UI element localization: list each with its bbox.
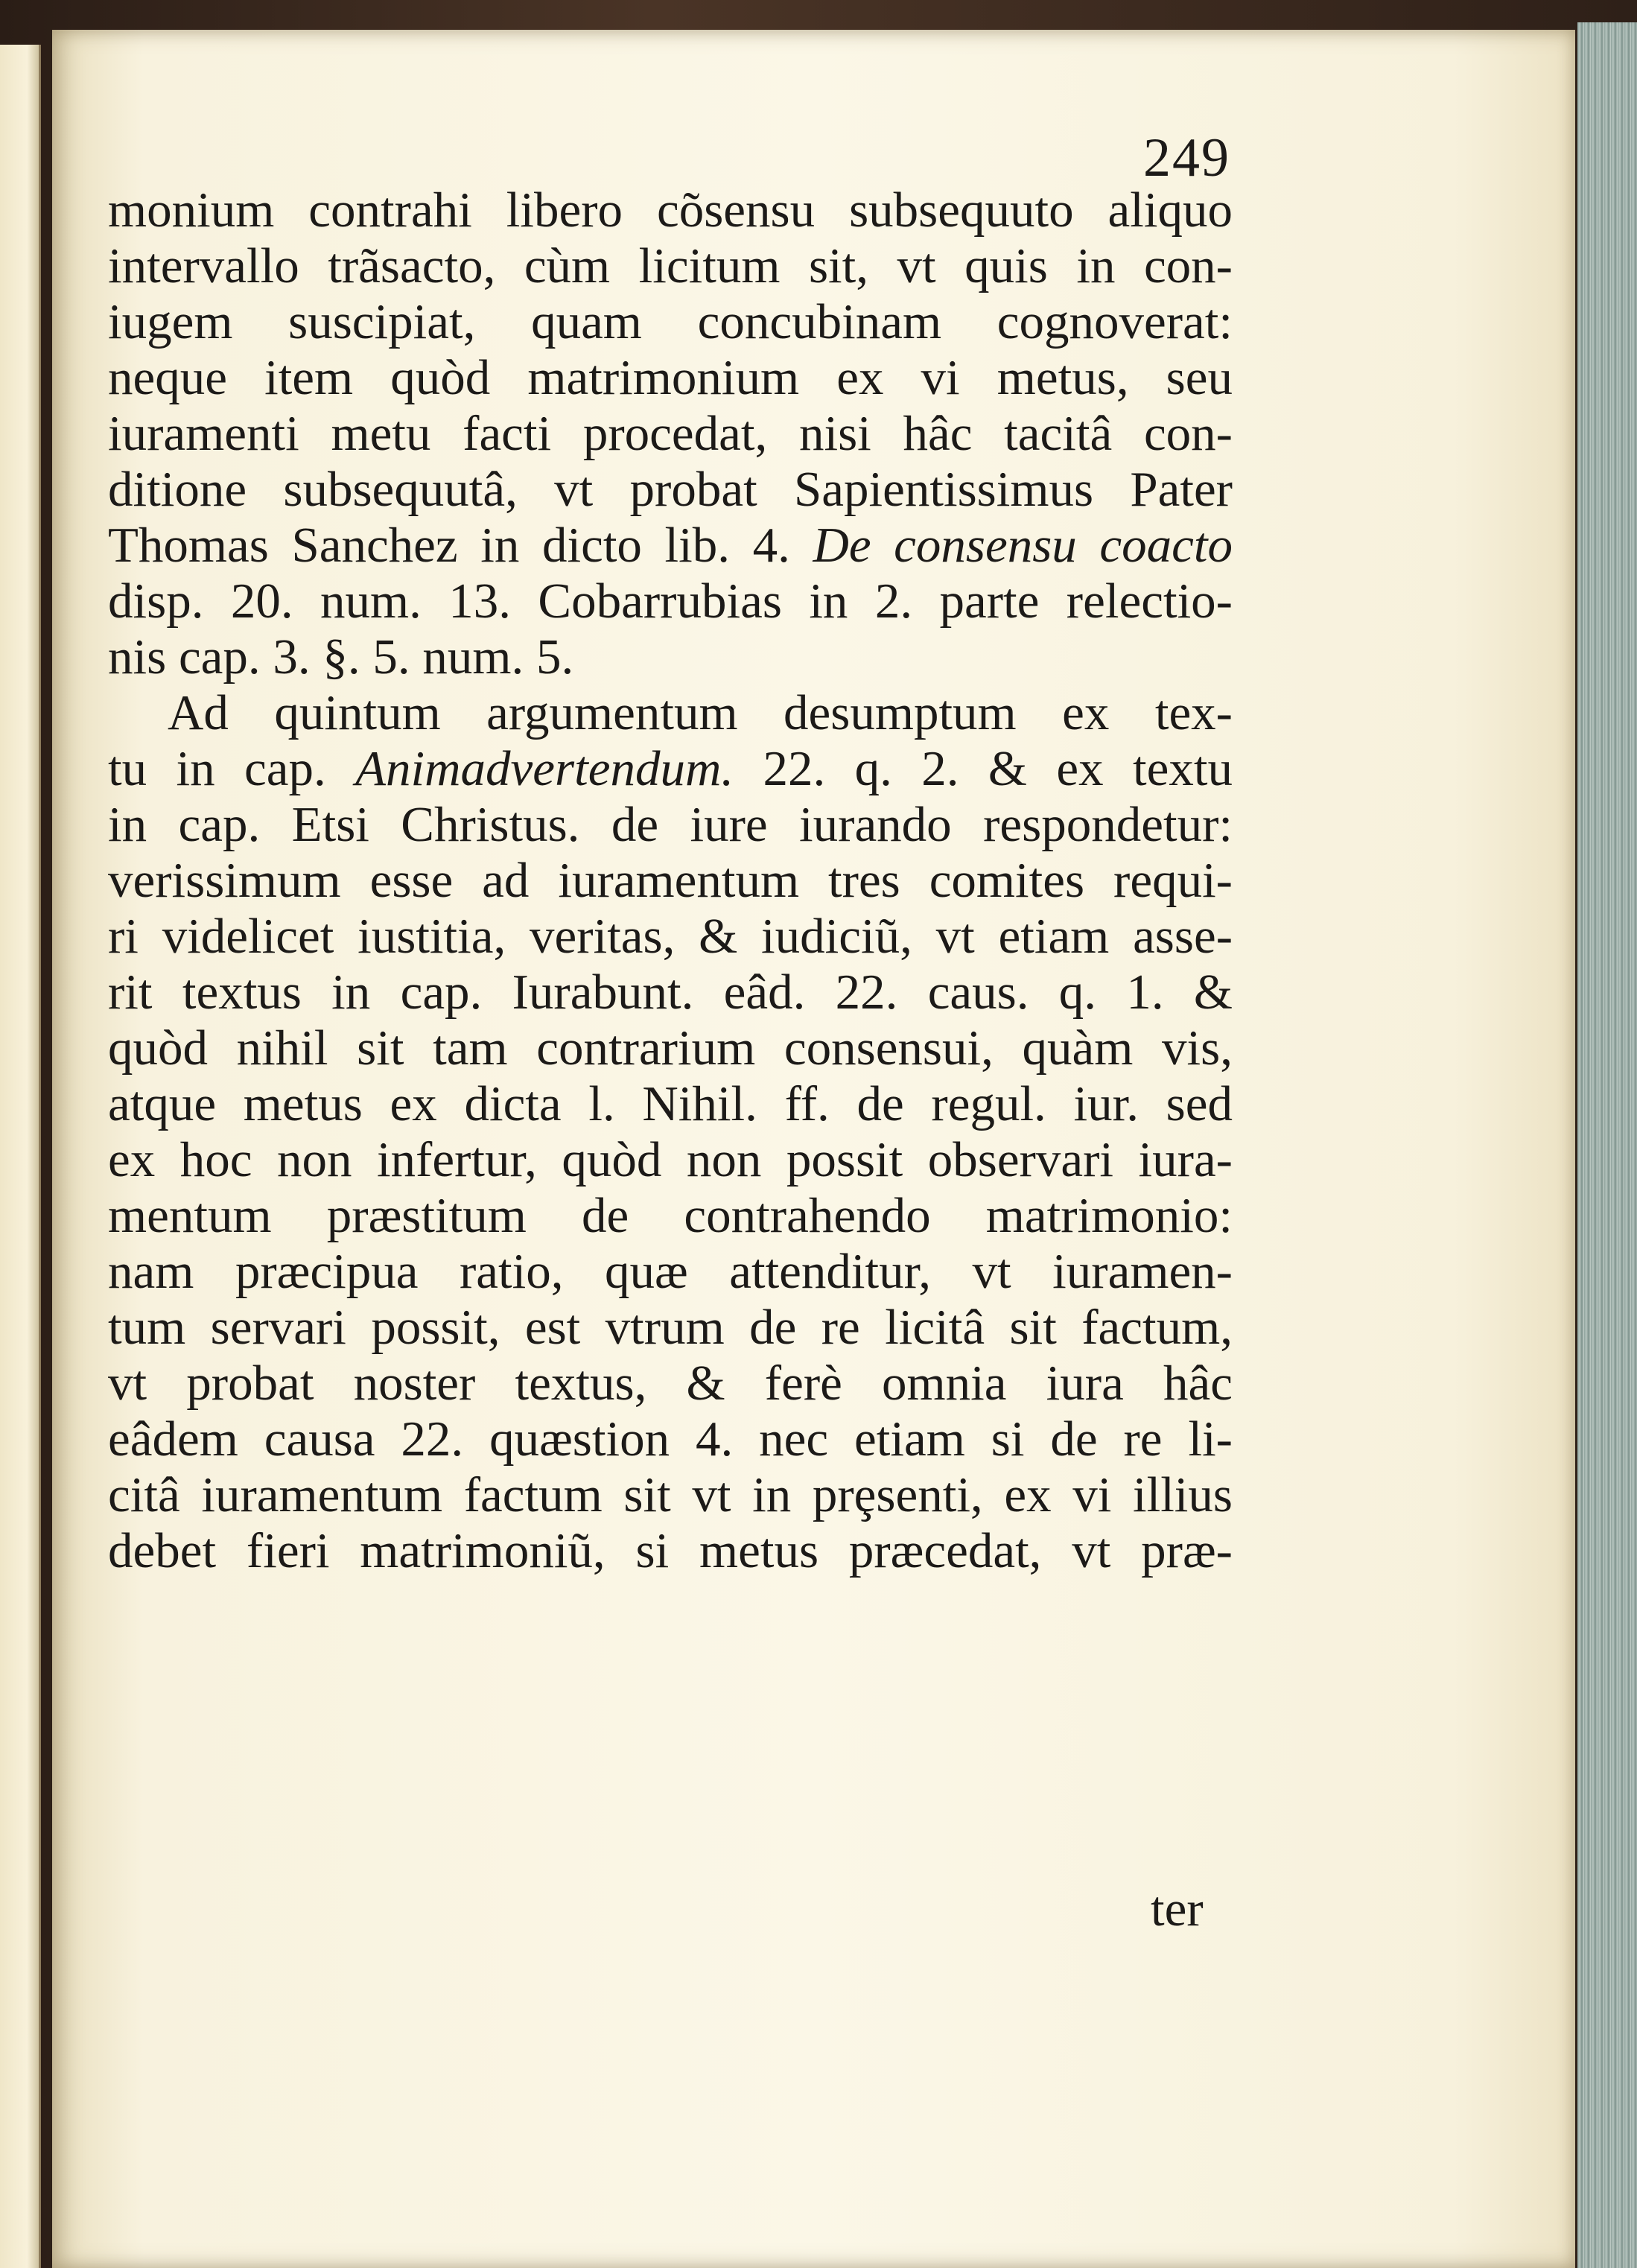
text-line: nis cap. 3. §. 5. num. 5. [108,629,574,684]
text-line: tu in cap. Animadvertendum. 22. q. 2. & ex textu [108,741,1233,796]
text-line: debet fieri matrimoniũ, si metus præcedat, vt præ- [108,1523,1233,1578]
italic-citation: De consensu coacto [813,518,1233,573]
text-line: ex hoc non infertur, quòd non possit observari iura- [108,1132,1233,1187]
text-line: ditione subsequutâ, vt probat Sapientissimus Pater [108,462,1233,517]
text-line: iugem suscipiat, quam concubinam cognoverat: [108,294,1233,349]
text-line: verissimum esse ad iuramentum tres comites requi- [108,853,1233,908]
text-line: nam præcipua ratio, quæ attenditur, vt iuramen- [108,1244,1233,1299]
paragraph-first-line: Ad quintum argumentum desumptum ex tex- [168,685,1233,740]
text-line: disp. 20. num. 13. Cobarrubias in 2. parte relectio- [108,574,1233,629]
catchword: ter [1151,1881,1204,1937]
text-line: neque item quòd matrimonium ex vi metus, seu [108,350,1233,405]
page-number: 249 [1143,127,1230,188]
text-line: ri videlicet iustitia, veritas, & iudiciũ, vt etiam asse- [108,909,1233,964]
text-line: intervallo trãsacto, cùm licitum sit, vt quis in con- [108,238,1233,293]
text-line: rit textus in cap. Iurabunt. eâd. 22. caus. q. 1. & [108,965,1233,1020]
text-line: mentum præstitum de contrahendo matrimonio: [108,1188,1233,1243]
text-line: eâdem causa 22. quæstion 4. nec etiam si de re li- [108,1411,1233,1467]
text-line: iuramenti metu facti procedat, nisi hâc tacitâ con- [108,406,1233,461]
italic-citation: Animadvertendum. [355,741,734,796]
text-line: atque metus ex dicta l. Nihil. ff. de regul. iur. sed [108,1076,1233,1131]
text-line: quòd nihil sit tam contrarium consensui, quàm vis, [108,1020,1233,1076]
text-line: Thomas Sanchez in dicto lib. 4. De consensu coacto [108,518,1233,573]
body-text [108,182,1233,1579]
book-fore-edge [1577,22,1637,2268]
left-page-edge [0,45,41,2268]
text-line: vt probat noster textus, & ferè omnia iura hâc [108,1356,1233,1411]
text-line: in cap. Etsi Christus. de iure iurando respondetur: [108,797,1233,852]
text-line: citâ iuramentum factum sit vt in prȩsenti, ex vi illius [108,1467,1233,1522]
text-line: monium contrahi libero cõsensu subsequuto aliquo [108,182,1233,238]
text-line: tum servari possit, est vtrum de re licitâ sit factum, [108,1300,1233,1355]
